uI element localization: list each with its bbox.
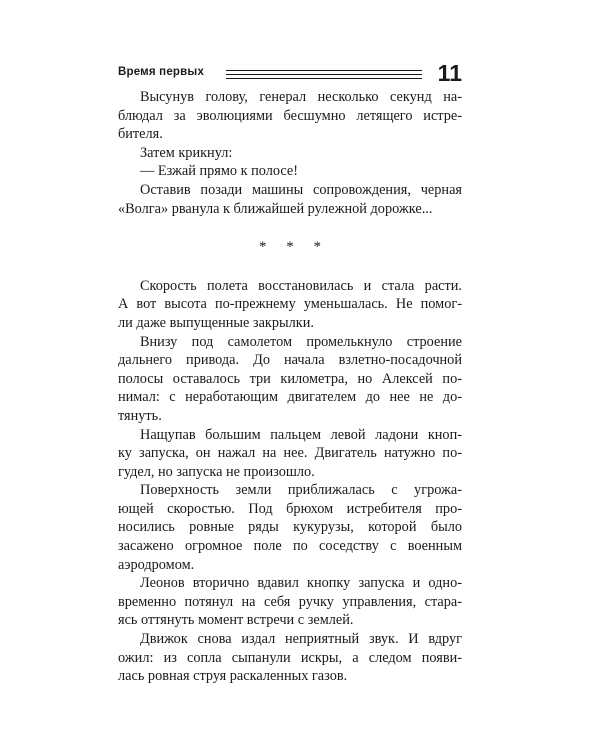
text-line: Внизу под самолетом промелькнуло строение [140,333,462,350]
page-number: 11 [437,60,462,86]
text-line: гудел, но запуска не произошло. [118,463,315,480]
text-line: временно потянул на себя ручку управления, стара- [118,593,462,610]
header-rule [226,70,422,71]
text-line: А вот высота по-прежнему уменьшалась. Не помог- [118,296,462,313]
text-line: лась ровная струя раскаленных газов. [118,668,348,685]
text-line: ожил: из сопла сыпанули искры, а следом появи- [118,649,462,666]
text-line: Поверхность земли приближалась с угрожа- [140,482,462,499]
text-line: Нащупав большим пальцем левой ладони кноп- [140,426,462,443]
text-line: аэродромом. [118,556,195,573]
header-rule [226,74,422,75]
text-line: тянуть. [118,407,162,424]
body-text [118,88,462,686]
page-header [118,60,462,90]
text-line: бителя. [118,126,163,143]
text-line: ющей скоростью. Под брюхом истребителя про- [118,500,462,517]
text-line: дальнего привода. До начала взлетно-посадочной [118,352,462,369]
header-rule [226,78,422,79]
running-title: Время первых [118,66,205,78]
text-line: ли даже выпущенные закрылки. [118,314,314,331]
text-line: Леонов вторично вдавил кнопку запуска и одно- [140,575,462,592]
text-line: — Езжай прямо к полосе! [140,163,298,180]
text-section-2 [118,277,462,686]
text-line: блюдал за эволюциями бесшумно летящего истре- [118,107,462,124]
text-line: Скорость полета восстановилась и стала расти. [140,277,462,294]
text-line: Высунув голову, генерал несколько секунд на- [140,89,462,105]
text-line: засажено огромное поле по соседству с военным [118,538,462,555]
text-line: ясь оттянуть момент встречи с землей. [118,612,354,629]
text-line: нимал: с неработающим двигателем до нее не до- [118,389,462,406]
text-line: Движок снова издал неприятный звук. И вдруг [140,631,462,648]
text-line: ку запуска, он нажал на нее. Двигатель натужно по- [118,445,462,462]
text-section-1 [118,88,462,218]
text-line: полосы оставалось три километра, но Алексей по- [118,370,462,387]
section-gap [118,257,462,277]
text-line: Оставив позади машины сопровождения, черная [140,181,462,198]
text-line: носились ровные ряды кукурузы, которой было [118,519,462,536]
text-line: Затем крикнул: [140,144,233,161]
section-separator: * * * [259,239,329,256]
text-line: «Волга» рванула к ближайшей рулежной дорожке... [118,200,433,217]
section-gap [118,218,462,238]
